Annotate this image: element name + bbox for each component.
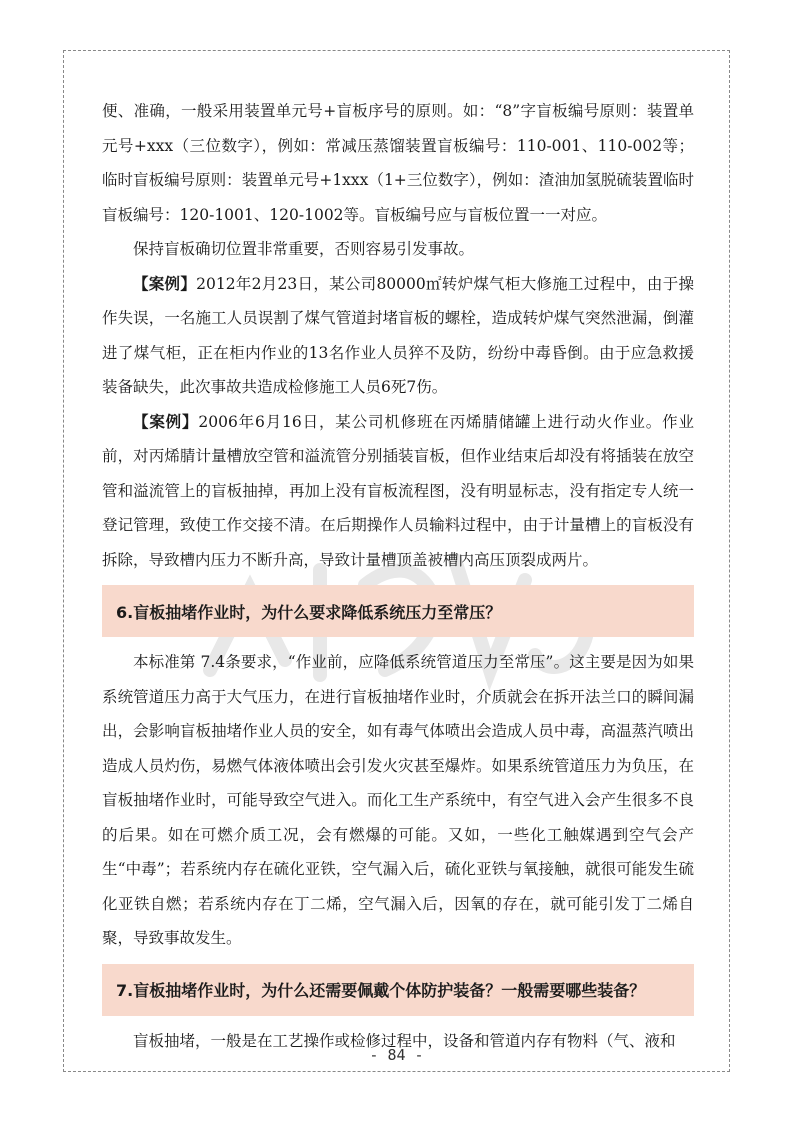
question-heading-7: 7.盲板抽堵作业时，为什么还需要佩戴个体防护装备？一般需要哪些装备？ [102, 964, 694, 1016]
case-text: 2006年6月16日，某公司机修班在丙烯腈储罐上进行动火作业。作业前，对丙烯腈计量槽放空管和溢流管分别插装盲板，但作业结束后却没有将插装在放空管和溢流管上的盲板抽掉，再加上没有盲板流程图，没有明显标志，没有指定专人统一登记管理，致使工作交接不清。在后期操作人员输料过程中，由于计量槽上的盲板没有拆除，导致槽内压力不断升高，导致计量槽顶盖被槽内高压顶裂成两片。 [102, 412, 694, 569]
case-text: 2012年2月23日，某公司80000㎡转炉煤气柜大修施工过程中，由于操作失误，一名施工人员误割了煤气管道封堵盲板的螺栓，造成转炉煤气突然泄漏，倒灌进了煤气柜，正在柜内作业的13名作业人员猝不及防，纷纷中毒昏倒。由于应急救援装备缺失，此次事故共造成检修施工人员6死7伤。 [102, 274, 694, 396]
case-paragraph-1 [102, 267, 694, 405]
page-number: - 84 - [369, 1046, 424, 1064]
paragraph-numbering-rules: 便、准确，一般采用装置单元号+盲板序号的原则。如：“8”字盲板编号原则：装置单元号+xxx（三位数字），例如：常减压蒸馏装置盲板编号：110-001、110-002等；临时盲板编号原则：装置单元号+1xxx（1+三位数字），例如：渣油加氢脱硫装置临时盲板编号：120-1001、120-1002等。盲板编号应与盲板位置一一对应。 [102, 102, 694, 224]
answer-paragraph-7: 盲板抽堵，一般是在工艺操作或检修过程中，设备和管道内存有物料（气、液和 [133, 1031, 676, 1050]
case-label: 【案例】 [133, 273, 197, 293]
document-body [102, 94, 694, 1058]
case-label: 【案例】 [133, 411, 199, 431]
paragraph-position-importance: 保持盲板确切位置非常重要，否则容易引发事故。 [133, 240, 475, 258]
answer-paragraph-6: 本标准第 7.4条要求，“作业前，应降低系统管道压力至常压”。这主要是因为如果系统管道压力高于大气压力，在进行盲板抽堵作业时，介质就会在拆开法兰口的瞬间漏出，会影响盲板抽堵作业人员的安全，如有毒气体喷出会造成人员中毒，高温蒸汽喷出造成人员灼伤，易燃气体液体喷出会引发火灾甚至爆炸。如果系统管道压力为负压，在盲板抽堵作业时，可能导致空气进入。而化工生产系统中，有空气进入会产生很多不良的后果。如在可燃介质工况，会有燃爆的可能。又如，一些化工触媒遇到空气会产生“中毒”；若系统内存在硫化亚铁，空气漏入后，硫化亚铁与氧接触，就很可能发生硫化亚铁自燃；若系统内存在丁二烯，空气漏入后，因氧的存在，就可能引发丁二烯自聚，导致事故发生。 [102, 653, 694, 947]
case-paragraph-2 [102, 405, 694, 578]
question-heading-6: 6.盲板抽堵作业时，为什么要求降低系统压力至常压？ [102, 585, 694, 637]
